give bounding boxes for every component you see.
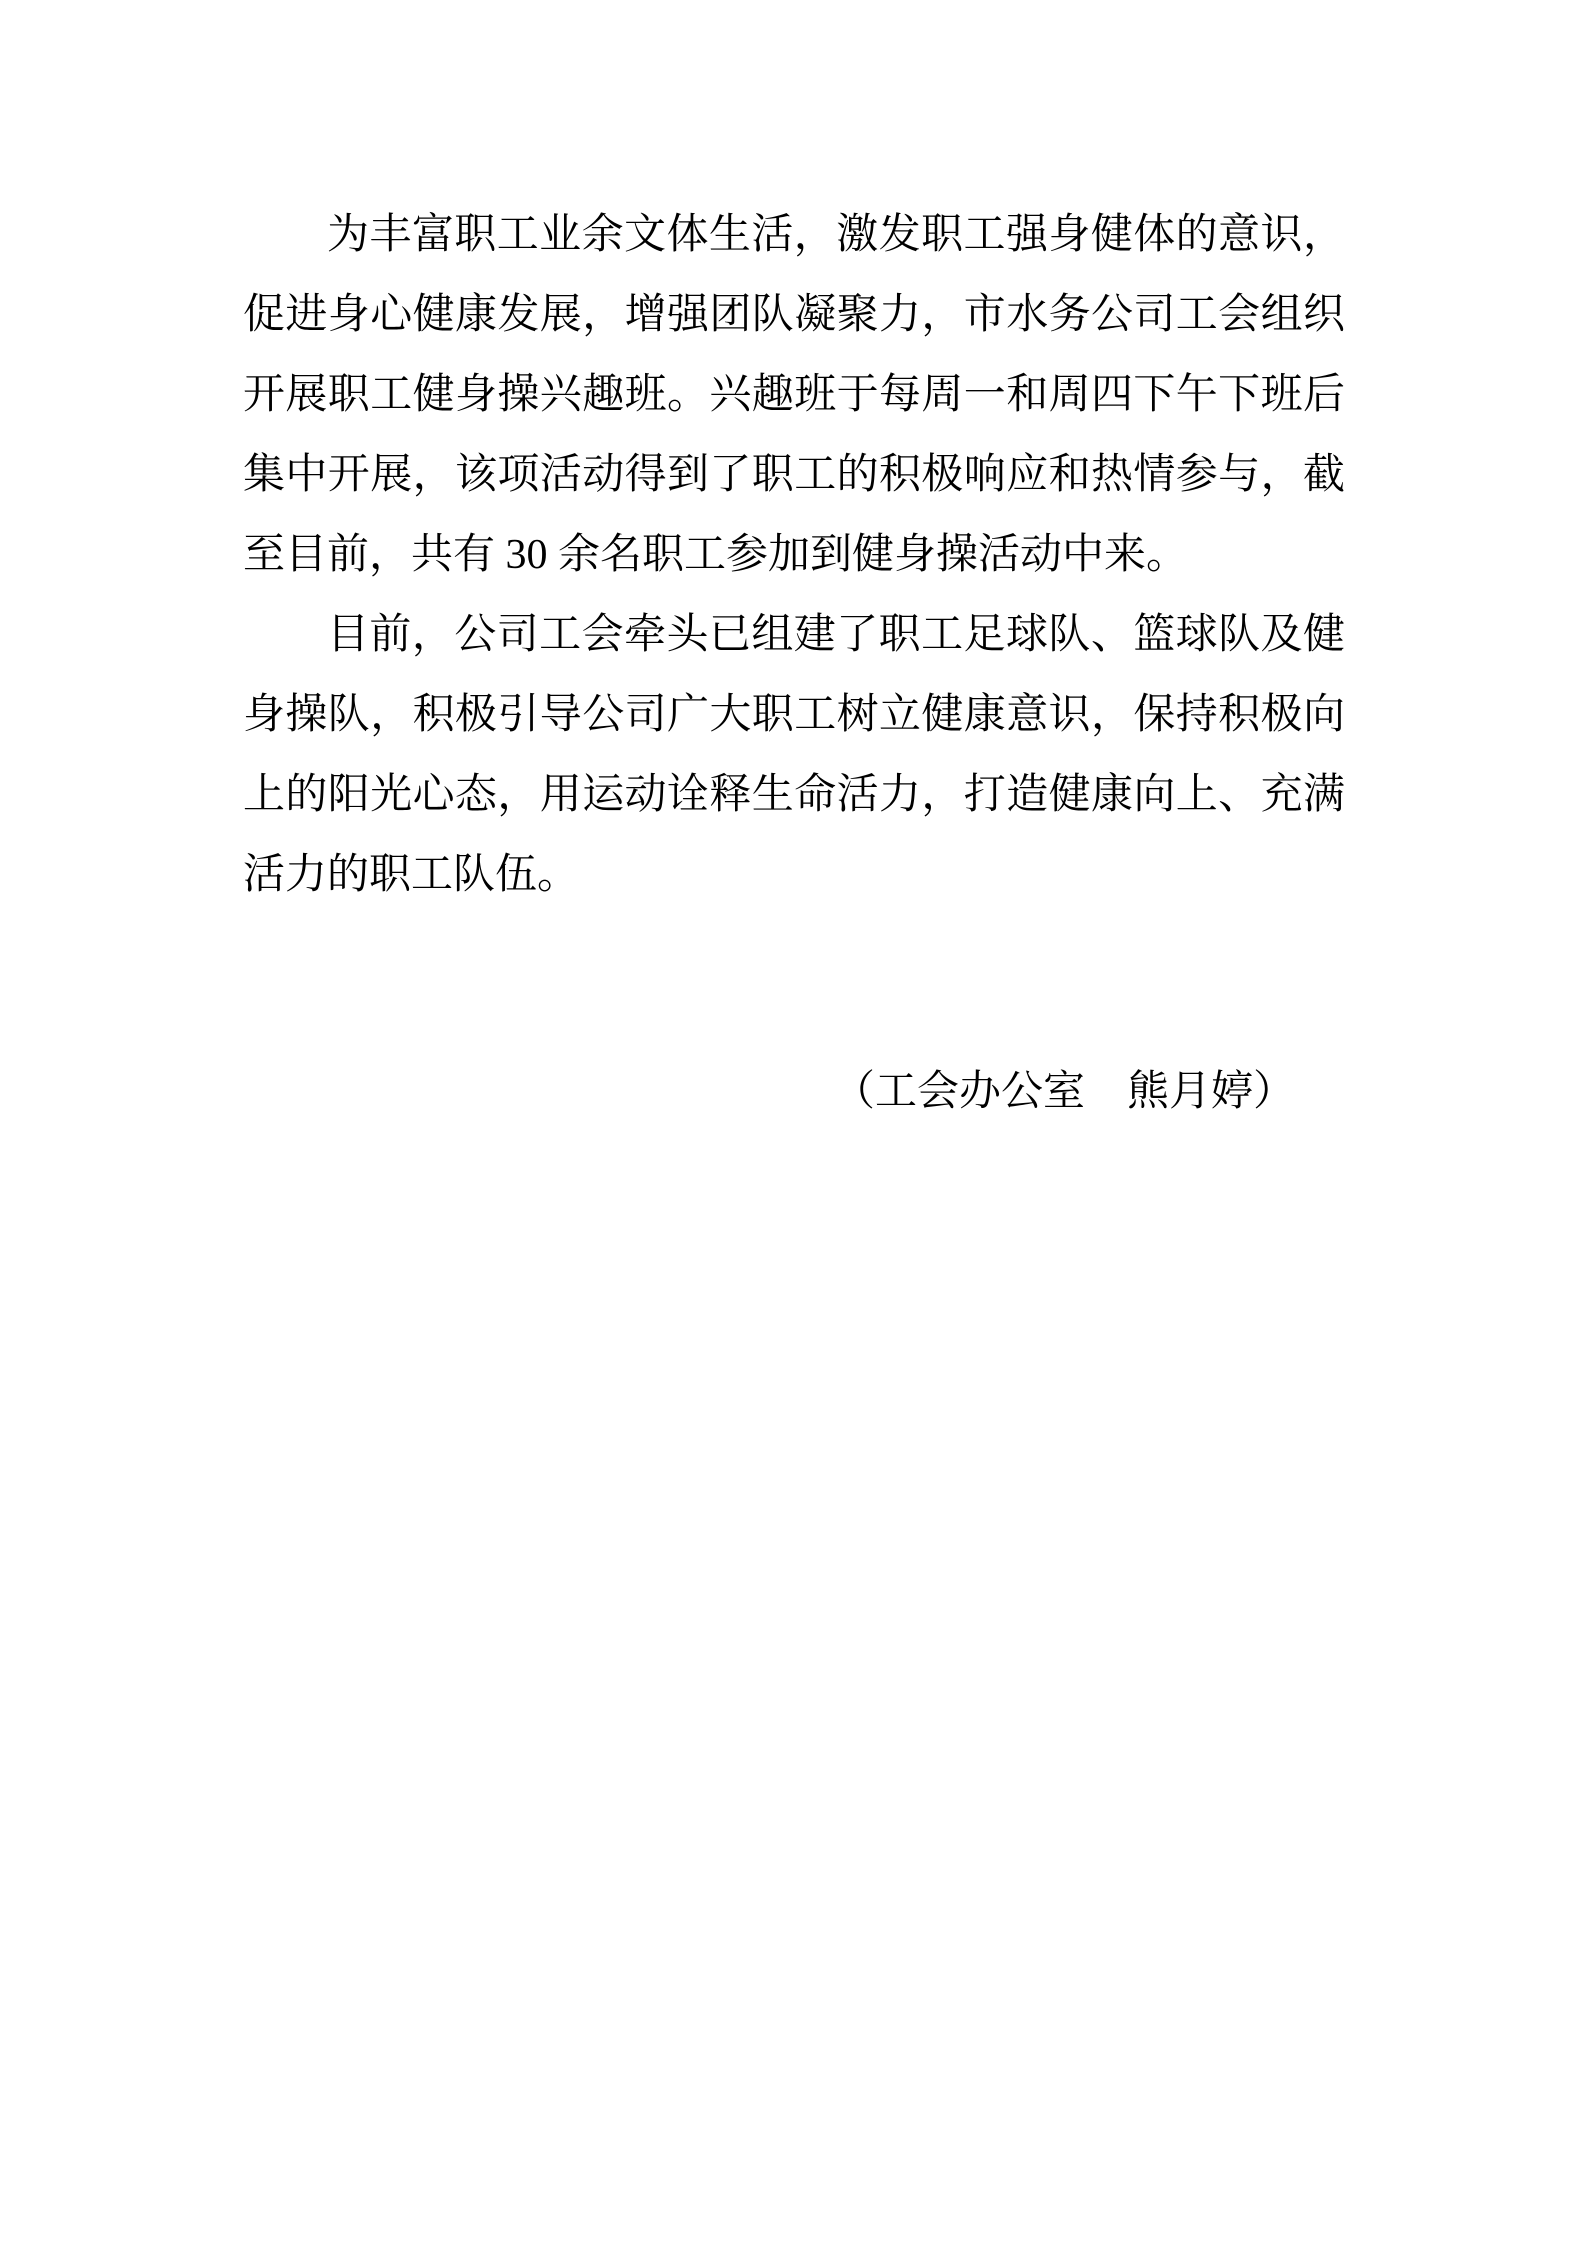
paragraph-2: 目前，公司工会牵头已组建了职工足球队、篮球队及健身操队，积极引导公司广大职工树立健康意识，保持积极向上的阳光心态，用运动诠释生命活力，打造健康向上、充满活力的职工队伍。	[243, 612, 1345, 898]
signature-line	[243, 1052, 1345, 1132]
signature-text: （工会办公室 熊月婷）	[832, 1069, 1295, 1115]
paragraph-1: 为丰富职工业余文体生活，激发职工强身健体的意识，促进身心健康发展，增强团队凝聚力，市水务公司工会组织开展职工健身操兴趣班。兴趣班于每周一和周四下午下班后集中开展，该项活动得到了职工的积极响应和热情参与，截至目前，共有 30 余名职工参加到健身操活动中来。	[243, 212, 1345, 578]
